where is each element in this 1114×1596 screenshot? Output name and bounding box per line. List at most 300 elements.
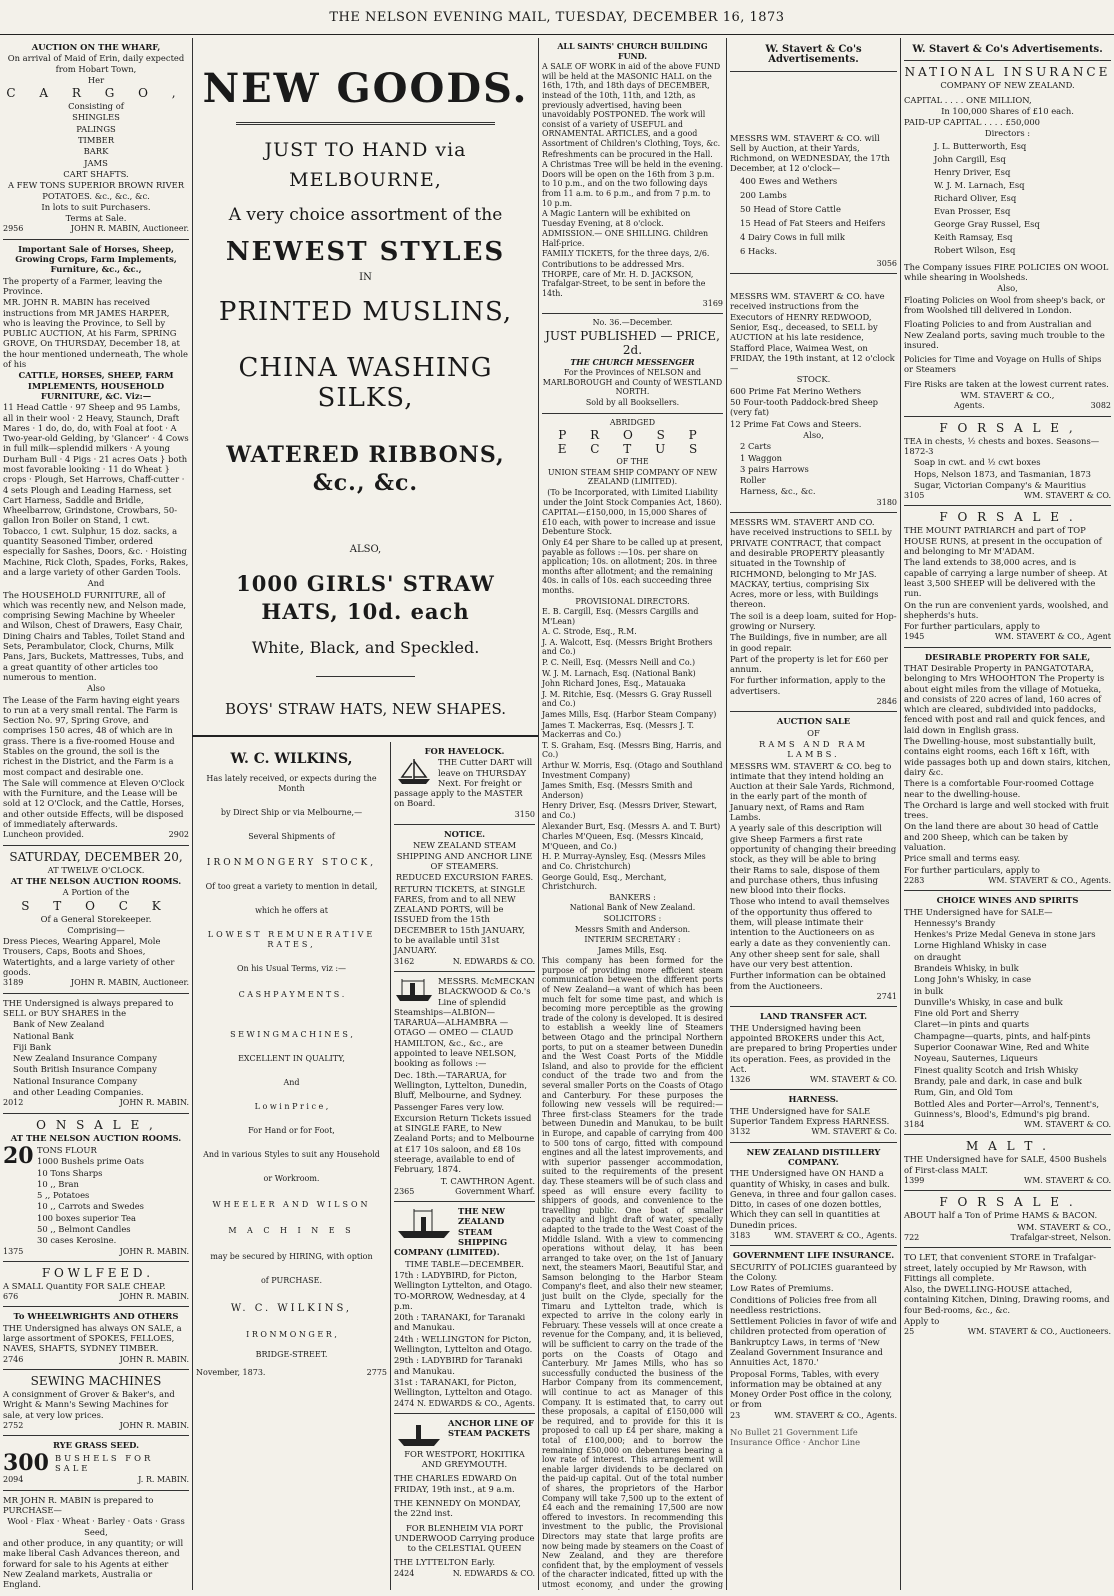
list-item: J. L. Butterworth, Esq xyxy=(934,140,1027,151)
ad-national-insurance xyxy=(904,61,1111,416)
ad-text: Luncheon provided. xyxy=(3,830,84,840)
list-item: E. B. Cargill, Esq. (Messrs Cargills and M'Lean) xyxy=(542,607,699,626)
ad-text: A FEW TONS SUPERIOR BROWN RIVER POTATOES. &c., &c., &c. xyxy=(7,180,185,201)
ad-text: PAID-UP CAPITAL . . . . £50,000 xyxy=(904,117,1041,128)
ad-number: 2746 xyxy=(3,1354,24,1364)
ad-text: Price small and terms easy. xyxy=(904,853,1021,864)
ad-title: FOR HAVELOCK. xyxy=(424,746,505,756)
ad-text: TO LET, that convenient STORE in Trafalgar-street, lately occupied by Mr Rawson, with Fittings all complete. xyxy=(904,1252,1097,1283)
ad-title: GOVERNMENT LIFE INSURANCE. xyxy=(732,1250,895,1261)
ad-number: 1945 xyxy=(904,632,925,642)
ad-signature: WM. STAVERT & CO., xyxy=(960,390,1055,401)
ad-rams xyxy=(730,712,897,1007)
ad-big-number: 20 xyxy=(3,1142,34,1169)
ad-heading: C A R G O , xyxy=(6,86,186,101)
ad-nz-steam-shipping xyxy=(394,1202,535,1414)
ad-signature: JOHN R. MABIN, Auctioneer. xyxy=(70,224,189,234)
ad-text: IN xyxy=(359,272,372,283)
ad-text: THAT Desirable Property in PANGATOTARA, belonging to Mrs WHOOHTON The Property is about eight miles from the village of Motueka, and consists of 220 acres of land, 160 acres of which are cleared, subdivided into paddocks, fenced with post and rail and quick fences, and laid down in English grass. xyxy=(904,662,1106,735)
ad-number: 2094 xyxy=(3,1475,24,1485)
list-item: James T. Mackerras, Esq. (Messrs J. T. Mackerras and Co.) xyxy=(542,720,694,740)
ad-text: The property of a Farmer, leaving the Province. xyxy=(3,275,163,296)
ad-heading: LOWEST REMUNERATIVE RATES, xyxy=(207,930,376,949)
ship-icon xyxy=(394,1205,454,1241)
masthead: THE NELSON EVENING MAIL, TUESDAY, DECEMBER 16, 1873 xyxy=(0,4,1114,35)
list-item: 24th : WELLINGTON for Picton, Wellington, Lyttelton and Otago. xyxy=(394,1333,533,1355)
list-item: Henkes's Prize Medal Geneva in stone jars xyxy=(914,929,1096,940)
ad-text: The Company issues FIRE POLICIES ON WOOL while shearing in Woolsheds. xyxy=(904,261,1109,283)
ad-text: A very choice assortment of the xyxy=(228,205,503,225)
ad-text: The HOUSEHOLD FURNITURE, all of which was recently new, and Nelson made, comprising Sewing Machine by Wheeler and Wilson, Chest of Drawers, Easy Chair, Dining Chairs and Tables, Toilet Stand and Sets, Perambulator, Clock, Churns, Milk Pans, Jars, Buckets, Mattresses, Tubs, and a great quantity of other articles too numerous to mention. xyxy=(3,589,187,682)
ad-text: which he offers at xyxy=(255,906,328,915)
ad-number: 3082 xyxy=(1090,401,1111,411)
ad-text: (To be Incorporated, with Limited Liability under the Joint Stock Companies Act, 1860). xyxy=(543,487,722,507)
ad-text: On the land there are about 30 head of Cattle and 200 Sheep, which can be taken by valuation. xyxy=(904,821,1099,853)
list-item: in bulk xyxy=(914,985,944,996)
list-item: CART SHAFTS. xyxy=(63,168,129,179)
ad-text: ALSO, xyxy=(349,544,382,556)
ad-number: 3105 xyxy=(904,491,925,501)
steamship-icon xyxy=(394,975,434,1005)
ad-text: CATTLE, HORSES, SHEEP, FARM IMPLEMENTS, HOUSEHOLD FURNITURE, &C. Viz:— xyxy=(18,370,174,401)
ad-text: Floating Policies to and from Australian and New Zealand ports, saving much trouble to the insured. xyxy=(904,319,1105,350)
list-item: Brandy, pale and dark, in case and bulk xyxy=(914,1075,1082,1086)
ad-stavert-richmond xyxy=(730,513,897,712)
list-item: Robert Wilson, Esq xyxy=(934,244,1016,255)
ad-text: THE Undersigned having been appointed BROKERS under this Act, are prepared to bring Properties under its operation. Fees, as provided in the Act. xyxy=(730,1022,897,1074)
ad-heading: WATERED RIBBONS, &c., &c. xyxy=(226,442,505,497)
list-item: John Cargill, Esq xyxy=(934,153,1006,164)
ad-text: Dress Pieces, Wearing Apparel, Mole Trousers, Caps, Boots and Shoes, Watertights, and a large variety of other goods. xyxy=(3,936,175,978)
ad-text: COMPANY OF NEW ZEALAND. xyxy=(940,80,1075,91)
ad-number: 3180 xyxy=(876,497,897,507)
list-item: W. J. M. Larnach, Esq. (National Bank) xyxy=(542,668,696,678)
ad-text: THE CHARLES EDWARD On FRIDAY, 19th inst., at 9 a.m. xyxy=(394,1473,517,1494)
ad-text: And in various Styles to suit any Household xyxy=(203,1150,380,1159)
list-item: Long John's Whisky, in case xyxy=(914,974,1032,985)
ad-government-life xyxy=(730,1246,897,1452)
ad-signature: N. EDWARDS & CO. xyxy=(452,1568,535,1578)
list-item: 400 Ewes and Wethers xyxy=(740,175,838,186)
list-item: Keith Ramsay, Esq xyxy=(934,231,1013,242)
ad-stavert-sale-2 xyxy=(730,274,897,513)
ad-fowl-feed xyxy=(3,1262,189,1308)
ad-text: Part of the property is let for £60 per annum. xyxy=(730,653,889,675)
ad-number: 23 xyxy=(730,1410,741,1420)
ad-text: The Dwelling-house, most substantially built, contains eight rooms, each 16ft x 16ft, with wide passages both up and down stairs, kitchen, dairy &c. xyxy=(904,736,1111,777)
ad-text: L o w i n P r i c e , xyxy=(254,1102,329,1111)
ad-text: In 100,000 Shares of £10 each. xyxy=(941,105,1074,116)
ad-text: THE MOUNT PATRIARCH and part of TOP HOUSE RUNS, at present in the occupation of and belonging to Mr M'ADAM. xyxy=(904,525,1102,557)
list-item: SHINGLES xyxy=(72,112,120,123)
ad-text: AT TWELVE O'CLOCK. xyxy=(47,864,145,875)
ad-havelock xyxy=(394,742,535,825)
ad-text: Trafalgar-street, Nelson. xyxy=(1010,1232,1111,1242)
ad-text: Fire Risks are taken at the lowest current rates. xyxy=(904,378,1109,389)
list-item: J. A. Walcott, Esq. (Messrs Bright Brothers and Co.) xyxy=(542,637,713,657)
ad-text: EXCELLENT IN QUALITY, xyxy=(238,1054,345,1063)
ad-text: James Mills, Esq. xyxy=(598,945,667,955)
ad-text: OF xyxy=(807,727,820,738)
ad-text: AT THE NELSON AUCTION ROOMS. xyxy=(10,875,182,886)
ad-text: Also xyxy=(86,683,106,694)
ad-text: Any other sheep sent for sale, shall have our very best attention. xyxy=(730,948,880,970)
ad-number: 2846 xyxy=(876,697,897,707)
ad-signature: JOHN R. MABIN. xyxy=(119,1420,189,1430)
ad-title: F O R S A L E . xyxy=(939,510,1076,525)
ad-text: SOLICITORS : xyxy=(603,913,662,923)
ad-text: MESSRS WM. STAVERT & CO. will Sell by Auction, at their Yards, Richmond, on WEDNESDAY, the 17th December, at 12 o'clock— xyxy=(730,132,890,174)
ad-signature: JOHN R. MABIN, Auctioneer. xyxy=(70,978,189,988)
list-item: 1000 Bushels prime Oats xyxy=(37,1156,144,1167)
ad-text: FAMILY TICKETS, for the three days, 2/6. xyxy=(542,249,710,259)
list-item: T. S. Graham, Esq. (Messrs Bing, Harris, and Co.) xyxy=(542,740,722,760)
ad-title: M A L T . xyxy=(966,1139,1049,1154)
list-item: 50 ,, Belmont Candles xyxy=(37,1223,131,1234)
list-item: Lorne Highland Whisky in case xyxy=(914,940,1047,951)
ad-signature: JOHN R. MABIN. xyxy=(119,1246,189,1256)
ad-title: JUST PUBLISHED — PRICE, 2d. xyxy=(545,328,720,357)
ad-auction-wharf xyxy=(3,38,189,240)
ad-signature: WM. STAVERT & CO., Agents. xyxy=(774,1410,897,1420)
ad-signature: WM. STAVERT & CO., xyxy=(1017,1221,1111,1232)
ad-heading: PROVISIONAL DIRECTORS. xyxy=(575,596,690,606)
ad-text: Of too great a variety to mention in detail, xyxy=(205,882,378,891)
ad-title: F O R S A L E , xyxy=(939,420,1076,435)
ad-signature: N. EDWARDS & CO. xyxy=(452,956,535,966)
ad-purchase xyxy=(3,1491,189,1590)
ad-text: A yearly sale of this description will give Sheep Farmers a first rate opportunity of changing their breeding stock, as they will be able to bring their Rams to sale, dispose of them and purchase others, thus infusing new blood into their flocks. xyxy=(730,823,897,896)
list-item: J. M. Ritchie, Esq. (Messrs G. Gray Russell and Co.) xyxy=(542,689,712,709)
ad-for-sale-runs xyxy=(904,506,1111,647)
list-item: H. P. Murray-Aynsley, Esq. (Messrs Miles and Co. Christchurch) xyxy=(542,852,706,871)
ad-text: A Magic Lantern will be exhibited on Tuesday Evening, at 8 o'clock. xyxy=(542,209,691,228)
list-item: 50 Four-tooth Paddock-bred Sheep (very fat) xyxy=(730,397,879,418)
list-item: Bottled Ales and Porter—Arrol's, Tennent's, Guinness's, Blood's, Edmund's pig brand. xyxy=(914,1098,1100,1119)
ad-text: Consisting of xyxy=(68,101,124,112)
list-item: Arthur W. Morris, Esq. (Otago and Southland Investment Company) xyxy=(542,761,723,780)
list-item: Soap in cwt. and ½ cwt boxes xyxy=(914,457,1041,468)
list-item: 5 ,, Potatoes xyxy=(37,1190,90,1201)
list-item: on draught xyxy=(914,951,961,962)
list-item: Harness, &c., &c. xyxy=(740,486,816,497)
ship-icon xyxy=(394,1417,444,1449)
list-item: John Richard Jones, Esq., Matauaka xyxy=(542,679,686,689)
ad-text: Only £4 per Share to be called up at present, payable as follows :—10s. per share on application; 10s. on allotment; 20s. in three months after allotment; and the remaining 40s. in calls of 10s. each succeeding three months. xyxy=(542,537,723,595)
ad-hams-bacon xyxy=(904,1191,1111,1248)
list-item: Richard Oliver, Esq xyxy=(934,192,1017,203)
list-item: 600 Prime Fat Merino Wethers xyxy=(730,385,861,396)
ad-text: Apply to xyxy=(904,1316,940,1327)
ad-text: For further particulars, apply to xyxy=(904,621,1040,632)
ad-title: ALL SAINTS' CHURCH BUILDING FUND. xyxy=(557,42,708,61)
ad-text: The soil is a deep loam, suited for Hop-growing or Nursery. xyxy=(730,610,897,631)
list-item: Rum, Gin, and Old Tom xyxy=(914,1087,1013,1098)
ad-heading: IRONMONGERY STOCK, xyxy=(206,858,377,868)
list-item: PALINGS xyxy=(76,123,116,134)
ad-title: THE NEW ZEALAND STEAM SHIPPING COMPANY (LIMITED). xyxy=(394,1206,508,1258)
ad-text: FOR WESTPORT, HOKITIKA AND GREYMOUTH. xyxy=(404,1448,525,1470)
ad-text: Sold by all Booksellers. xyxy=(585,398,680,407)
list-item: 10 ,, Carrots and Swedes xyxy=(37,1201,144,1212)
ad-heading: THE CHURCH MESSENGER xyxy=(570,357,695,367)
ad-text: Those who intend to avail themselves of the opportunity thus offered to them, will please intimate their intention to the Auctioneers on as early a date as they conveniently can. xyxy=(730,896,891,948)
ad-text: MESSRS WM. STAVERT & CO. beg to intimate that they intend holding an Auction at their Sale Yards, Richmond, in the early part of the month of January next, of Rams and Ram Lambs. xyxy=(730,760,895,823)
list-item: W. J. M. Larnach, Esq xyxy=(934,179,1025,190)
list-item: Roller xyxy=(740,475,766,486)
ad-text: BANKERS : xyxy=(609,892,656,902)
ad-text: Contributions to be addressed Mrs. THORPE, care of Mr. H. D. JACKSON, Trafalgar-Street, to be sent in before the 14th. xyxy=(542,260,706,298)
ad-number: 2012 xyxy=(3,1098,24,1108)
ad-text: THE Undersigned have for SALE, 4500 Bushels of First-class MALT. xyxy=(904,1154,1107,1175)
list-item: National Insurance Company xyxy=(13,1075,138,1086)
ad-signature: WM. STAVERT & CO., Agents. xyxy=(774,1231,897,1241)
ad-wheelwrights xyxy=(3,1307,189,1369)
ad-mcmeckan xyxy=(394,972,535,1202)
ad-text: The land extends to 38,000 acres, and is capable of carrying a large number of sheep. At least 3,500 SHEEP will be delivered with the run. xyxy=(904,557,1108,599)
list-item: 31st : TARANAKI, for Picton, Wellington, Lyttelton and Otago. xyxy=(394,1376,533,1398)
ad-title: HARNESS. xyxy=(788,1094,839,1105)
ad-number: 2424 xyxy=(394,1568,415,1578)
ad-title: SATURDAY, DECEMBER 20, xyxy=(9,849,183,864)
ad-text: On arrival of Maid of Erin, daily expected from Hobart Town, xyxy=(7,53,185,74)
ad-number: 1375 xyxy=(3,1246,24,1256)
ad-number: 2365 xyxy=(394,1186,415,1196)
ad-title: AUCTION SALE xyxy=(776,716,851,727)
list-item: South British Insurance Company xyxy=(13,1064,157,1075)
list-item: Finest quality Scotch and Irish Whisky xyxy=(914,1064,1079,1075)
ad-title: NOTICE. xyxy=(443,829,486,840)
ad-signature: JOHN R. MABIN. xyxy=(119,1354,189,1364)
cargo-list xyxy=(3,112,189,179)
ad-number: 3056 xyxy=(876,258,897,268)
ad-text: ABOUT half a Ton of Prime HAMS & BACON. xyxy=(904,1210,1098,1221)
ad-text: Policies for Time and Voyage on Hulls of Ships or Steamers xyxy=(904,354,1102,375)
column-1 xyxy=(0,38,192,1590)
ad-text: MESSRS WM. STAVERT & CO. have received instructions from the Executors of HENRY REDWOOD, Senior, Esq., deceased, to SELL by AUCTION at his late residence, Stafford Place, Waimea West, on FRIDAY, the 19th instant, at 12 o'clock— xyxy=(730,291,895,374)
ad-heading: BOYS' STRAW HATS, NEW SHAPES. xyxy=(224,699,507,718)
list-item: 17th : LADYBIRD, for Picton, Wellington Lyttelton, and Otago. TO-MORROW, Wednesday, at 4 p.m. xyxy=(394,1269,533,1311)
ad-signature: WM. STAVERT & CO. xyxy=(1023,491,1111,501)
ad-number: 722 xyxy=(904,1232,920,1242)
ad-heading: NEWEST STYLES xyxy=(225,237,506,267)
list-item: Champagne—quarts, pints, and half-pints xyxy=(914,1030,1091,1041)
ad-number: 2775 xyxy=(366,1368,387,1377)
ad-title: W. Stavert & Co's Advertisements. xyxy=(912,44,1103,55)
ad-title: NEW GOODS. xyxy=(202,65,529,112)
ad-title: DESIRABLE PROPERTY FOR SALE, xyxy=(924,651,1091,662)
ad-title: W. Stavert & Co's Advertisements. xyxy=(765,44,862,66)
ad-land-transfer xyxy=(730,1007,897,1090)
ad-signature: WM. STAVERT & CO. xyxy=(809,1075,897,1085)
ad-text: Settlement Policies in favor of wife and children protected from operation of Bankruptcy Laws, in terms of 'New Zealand Government Insurance and Annuities Act, 1870.' xyxy=(730,1316,897,1368)
column-5 xyxy=(727,38,900,1590)
ad-heading: S T O C K xyxy=(21,898,171,913)
list-item: 200 Lambs xyxy=(740,189,787,200)
ad-heading: CHINA WASHING SILKS, xyxy=(238,353,493,414)
ad-text: INTERIM SECRETARY : xyxy=(584,935,681,945)
list-item: TIMBER xyxy=(77,135,115,146)
ad-text: And xyxy=(283,1078,300,1087)
ad-signature: WM. STAVERT & CO., Agent xyxy=(994,632,1111,642)
ship-icon xyxy=(394,757,434,787)
ad-title: NATIONAL INSURANCE xyxy=(904,65,1111,80)
ad-text: For Hand or for Foot, xyxy=(248,1126,335,1135)
list-item: Hennessy's Brandy xyxy=(914,917,996,928)
ad-signature: J. R. MABIN. xyxy=(138,1475,189,1485)
ad-signature: WM. STAVERT & Co. xyxy=(811,1127,897,1137)
ad-for-sale-tea xyxy=(904,417,1111,507)
ad-number: 1326 xyxy=(730,1075,751,1085)
list-item: 29th : LADYBIRD for Taranaki and Manukau. xyxy=(394,1355,523,1376)
ad-number: 2283 xyxy=(904,875,925,885)
list-item: 50 Head of Store Cattle xyxy=(740,203,841,214)
ad-number: 3162 xyxy=(394,956,415,966)
ad-heading: W. C. WILKINS, xyxy=(230,1303,353,1314)
list-item: Superior Coonawar Wine, Red and White xyxy=(914,1042,1090,1053)
ad-text: OF THE xyxy=(616,457,649,467)
ad-heading: M A C H I N E S xyxy=(228,1226,355,1235)
ad-title: O N S A L E , xyxy=(36,1117,156,1132)
list-item: and other Leading Companies. xyxy=(13,1087,144,1098)
ad-signature: WM. STAVERT & CO. xyxy=(1023,1120,1111,1130)
ad-text: THE Undersigned have ON HAND a quantity of Whisky, in cases and bulk. Geneva, in three and four gallon cases. Ditto, in cases of one dozen bottles, Which they can sell in quantities at Dunedin prices. xyxy=(730,1168,897,1230)
list-item: Sugar, Victorian Company's & Mauritius xyxy=(914,479,1086,490)
ad-text: For further information, apply to the advertisers. xyxy=(730,675,886,696)
ad-title: W. C. WILKINS, xyxy=(230,751,353,767)
ad-text: MESSRS WM. STAVERT AND CO. have received instructions to SELL by PRIVATE CONTRACT, that compact and desirable PROPERTY pleasantly situated in the Township of RICHMOND, belonging to Mr JAS. MACKAY, tertius, comprising Six Acres, more or less, with Buildings thereon. xyxy=(730,517,892,610)
ad-text: Floating Policies on Wool from sheep's back, or from Woolshed till delivered in London. xyxy=(904,294,1105,315)
ad-heading: S E W I N G M A C H I N E S , xyxy=(230,1030,353,1039)
list-item: 30 cases Kerosine. xyxy=(37,1235,117,1246)
ad-signature: WM. STAVERT & CO., Agents. xyxy=(988,875,1111,885)
ad-text: FOR BLENHEIM VIA PORT UNDERWOOD Carrying produce to the CELESTIAL QUEEN xyxy=(394,1522,535,1554)
ad-text: National Bank of New Zealand. xyxy=(569,903,696,913)
list-item: Alexander Burt, Esq. (Messrs A. and T. Burt) xyxy=(542,821,721,831)
ad-text: ADMISSION.— ONE SHILLING. Children Half-price. xyxy=(542,229,709,248)
ad-text: MR. JOHN R. MABIN has received instructions from MR JAMES HARPER, who is leaving the Province, to Sell by PUBLIC AUCTION, At his Farm, SPRING GROVE, On THURSDAY, December 18, at the hour mentioned underneath, The whole of his xyxy=(3,297,188,370)
ad-text: NEW ZEALAND STEAM SHIPPING AND ANCHOR LINE OF STEAMERS. xyxy=(396,840,533,871)
list-item: James Mills, Esq. (Harbor Steam Company) xyxy=(542,710,717,720)
list-item: P. C. Neill, Esq. (Messrs Neill and Co.) xyxy=(542,658,696,668)
ad-text: BRIDGE-STREET. xyxy=(255,1350,328,1359)
list-item: 10 Tons Sharps xyxy=(37,1167,103,1178)
list-item: Bank of New Zealand xyxy=(13,1019,105,1030)
ad-malt xyxy=(904,1135,1111,1191)
ad-text: The Lease of the Farm having eight years to run at a very small rental. The Farm is Section No. 97, Spring Grove, and comprises 150 acres, 48 of which are in grass. There is a five-roomed House and Stables on the ground, the soil is the richest in the District, and the Farm is a most compact and desirable one. xyxy=(3,694,180,777)
column-6 xyxy=(901,38,1114,1590)
ad-text: THE Undersigned have for SALE Superior Tandem Express HARNESS. xyxy=(730,1105,890,1127)
list-item: 10 ,, Bran xyxy=(37,1178,79,1189)
ad-text: 11 Head Cattle · 97 Sheep and 95 Lambs, all in their wool · 2 Heavy, Staunch, Draft Mares · 1 do, do, do, with Foal at foot · A Two-year-old Gelding, by 'Glancer' · 4 Cows in full milk—splendid milkers · A young Durham Bull · 4 Pigs · 21 acres Oats } both most favorable looking · 11 do Wheat } crops · Plough, Set Harrows, Chaff-cutter · 4 sets Plough and Leading Harness, set Cart Harness, Saddle and Bridle, Wheelbarrow, Grindstone, Crowbars, 50-gallon Iron Boiler on Stand, 1 cwt. Tobacco, 1 cwt. Sulphur, 15 doz. sacks, a quantity Seasoned Timber, ordered especially for Sashes, Doors, &c. · Hoisting Machine, Rick Cloth, Spades, Forks, Rakes, and a large variety of other Garden Tools. xyxy=(3,402,189,577)
ad-text: White, Black, and Speckled. xyxy=(251,637,480,657)
list-item: 6 Hacks. xyxy=(740,245,778,256)
ad-text: Also, xyxy=(803,429,824,440)
ad-text: of PURCHASE. xyxy=(260,1276,323,1285)
list-item: 15 Head of Fat Steers and Heifers xyxy=(740,217,886,228)
column-header xyxy=(904,38,1111,61)
list-item: Fiji Bank xyxy=(13,1041,52,1052)
ad-number: 3183 xyxy=(730,1231,751,1241)
ad-title: F O R S A L E . xyxy=(939,1195,1076,1210)
list-item: 1 Waggon xyxy=(740,452,783,463)
list-item: TONS FLOUR xyxy=(37,1144,97,1155)
ad-signature: WM. STAVERT & CO. xyxy=(1023,1176,1111,1186)
ad-text: THE Undersigned is always prepared to SELL or BUY SHARES in the xyxy=(3,997,174,1018)
ad-text: CAPITAL . . . . ONE MILLION, xyxy=(904,94,1032,105)
ad-number: 2956 xyxy=(3,224,24,234)
ad-text: CAPITAL—£150,000, in 15,000 Shares of £10 each, with power to increase and issue Debenture Stock. xyxy=(542,508,716,537)
ad-text: TEA in chests, ½ chests and boxes. Seasons—1872-3 xyxy=(904,435,1100,456)
ad-text: Messrs Smith and Anderson. xyxy=(574,924,691,934)
list-item: 100 boxes superior Tea xyxy=(37,1212,136,1223)
ad-anchor-line xyxy=(394,1414,535,1583)
ad-text: Refreshments can be procured in the Hall. xyxy=(542,149,713,159)
ad-wilkins xyxy=(193,742,390,1590)
list-item: George Gould, Esq., Merchant, Christchurch. xyxy=(542,872,667,892)
ad-text: Proposal Forms, Tables, with every information may be obtained at any Money Order Post office in the colony, or from xyxy=(730,1368,893,1410)
ad-heading: PRINTED MUSLINS, xyxy=(218,297,513,328)
ad-text: may be secured by HIRING, with option xyxy=(210,1252,373,1261)
ad-heading: RAMS AND RAM LAMBS. xyxy=(758,738,868,760)
ad-wines-spirits xyxy=(904,891,1111,1135)
list-item: Hops, Nelson 1873, and Tasmanian, 1873 xyxy=(914,468,1091,479)
ad-number: 3169 xyxy=(702,299,723,309)
ad-number: 25 xyxy=(904,1327,915,1337)
ad-title: P R O S P E C T U S xyxy=(557,428,708,457)
ad-text: Also, xyxy=(997,283,1018,294)
ad-text: and other produce, in any quantity; or will make liberal Cash Advances thereon, and forward for sale to his Agents at either New Zealand markets, Australia or England. xyxy=(3,1537,184,1590)
ad-shares xyxy=(3,994,189,1114)
ad-prospectus xyxy=(542,414,723,1590)
ad-text: On his Usual Terms, viz :— xyxy=(236,964,347,973)
list-item: 12 Prime Fat Cows and Steers. xyxy=(730,418,862,429)
list-item: Claret—in pints and quarts xyxy=(914,1019,1030,1030)
ad-date: November, 1873. xyxy=(196,1368,266,1377)
ad-text: The Buildings, five in number, are all in good repair. xyxy=(730,632,888,653)
ad-text: Has lately received, or expects during the Month xyxy=(206,774,377,793)
ad-title: CHOICE WINES AND SPIRITS xyxy=(936,895,1079,906)
ad-text: A SMALL Quantity FOR SALE CHEAP. xyxy=(3,1280,166,1291)
column-shipping xyxy=(391,742,538,1590)
ad-title: Important Sale of Horses, Sheep, Growing Crops, Farm Implements, Furniture, &c., &c., xyxy=(15,243,177,275)
list-item: Henry Driver, Esq xyxy=(934,166,1011,177)
ad-text: Her xyxy=(87,74,105,85)
ad-heading: UNION STEAM SHIP COMPANY OF NEW ZEALAND (LIMITED). xyxy=(547,467,718,487)
ad-text: JUST TO HAND via MELBOURNE, xyxy=(264,139,467,191)
ad-text: Low Rates of Premiums. xyxy=(730,1283,834,1294)
ad-title: To WHEELWRIGHTS AND OTHERS xyxy=(13,1311,179,1322)
list-item: Dunville's Whisky, in case and bulk xyxy=(914,996,1063,1007)
ad-signature: T. CAWTHRON Agent. xyxy=(440,1175,535,1186)
ad-harness xyxy=(730,1090,897,1142)
ad-text: BUSHELS FOR SALE xyxy=(54,1453,154,1474)
ad-number: 3150 xyxy=(514,809,535,819)
ad-church-messenger xyxy=(542,314,723,414)
list-item: Noyeau, Sauternes, Liqueurs xyxy=(914,1053,1038,1064)
ad-text: by Direct Ship or via Melbourne,— xyxy=(220,808,363,817)
ad-signature: WM. STAVERT & CO., Auctioneers. xyxy=(967,1327,1111,1337)
ad-number: 676 xyxy=(3,1292,19,1302)
ad-number: 2752 xyxy=(3,1420,24,1430)
ad-on-sale xyxy=(3,1114,189,1262)
ad-text: THE LYTTELTON Early. xyxy=(394,1557,496,1568)
ad-number: 3189 xyxy=(3,978,24,988)
ad-text: THE KENNEDY On MONDAY, the 22nd inst. xyxy=(394,1498,521,1519)
ad-text: Of a General Storekeeper. xyxy=(40,913,152,924)
ad-signature: JOHN R. MABIN. xyxy=(119,1292,189,1302)
ad-heading: 1000 GIRLS' STRAW HATS, 10d. each xyxy=(236,570,495,624)
